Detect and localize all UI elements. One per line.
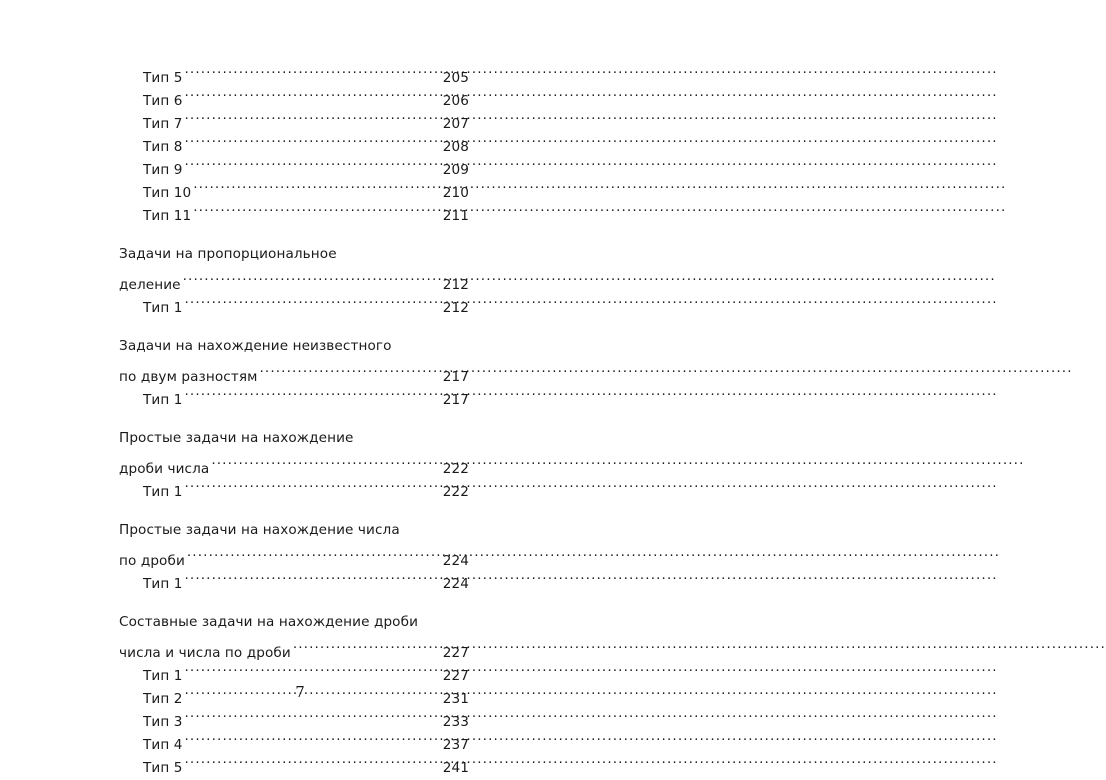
section-title-end: по дроби (119, 553, 185, 569)
section-title-line (119, 266, 469, 293)
toc-entry-page: 237 (442, 737, 469, 753)
section-title-line (119, 634, 469, 661)
section-title: Задачи на пропорциональное (119, 246, 337, 262)
page-number: 7 (295, 683, 305, 701)
toc-entry-page: 206 (442, 93, 469, 109)
dot-leader (185, 128, 441, 151)
toc-entry-label: Тип 5 (143, 70, 183, 86)
toc-entry-label: Тип 6 (143, 93, 183, 109)
dot-leader (185, 59, 441, 82)
table-of-contents (119, 59, 469, 776)
section-page: 222 (442, 461, 469, 477)
toc-entry-label: Тип 1 (143, 576, 183, 592)
section-title-end: по двум разностям (119, 369, 258, 385)
toc-entry-page: 207 (442, 116, 469, 132)
section-page: 227 (442, 645, 469, 661)
dot-leader (185, 289, 441, 312)
toc-entry (119, 59, 469, 86)
dot-leader (183, 266, 441, 289)
section-title-end: числа и числа по дроби (119, 645, 291, 661)
dot-leader (185, 473, 441, 496)
toc-entry-page: 231 (442, 691, 469, 707)
dot-leader (185, 381, 441, 404)
toc-entry-page: 208 (442, 139, 469, 155)
toc-entry-page: 222 (442, 484, 469, 500)
dot-leader (185, 726, 441, 749)
section-title-end: дроби числа (119, 461, 210, 477)
dot-leader (193, 174, 441, 197)
toc-entry-label: Тип 10 (143, 185, 192, 201)
section-title-line (119, 542, 469, 569)
dot-leader (211, 450, 440, 473)
section-title-line (119, 450, 469, 477)
toc-entry-label: Тип 9 (143, 162, 183, 178)
toc-entry-page: 227 (442, 668, 469, 684)
toc-entry-page: 209 (442, 162, 469, 178)
toc-entry-label: Тип 8 (143, 139, 183, 155)
section-title: Простые задачи на нахождение (119, 430, 354, 446)
section-title: Простые задачи на нахождение числа (119, 522, 400, 538)
toc-entry-label: Тип 1 (143, 484, 183, 500)
dot-leader (185, 749, 441, 772)
toc-entry-page: 241 (442, 760, 469, 776)
section-title: Задачи на нахождение неизвестного (119, 338, 392, 354)
section-title-line (119, 358, 469, 385)
toc-entry-page: 224 (442, 576, 469, 592)
section-title-end: деление (119, 277, 181, 293)
dot-leader (193, 197, 441, 220)
dot-leader (185, 703, 441, 726)
toc-entry-label: Тип 2 (143, 691, 183, 707)
toc-entry-page: 211 (442, 208, 469, 224)
dot-leader (185, 105, 441, 128)
toc-entry-page: 205 (442, 70, 469, 86)
toc-entry-label: Тип 3 (143, 714, 183, 730)
toc-entry-label: Тип 1 (143, 300, 183, 316)
toc-entry-page: 212 (442, 300, 469, 316)
dot-leader (293, 634, 441, 657)
toc-entry-label: Тип 4 (143, 737, 183, 753)
toc-entry-label: Тип 7 (143, 116, 183, 132)
section-page: 212 (442, 277, 469, 293)
dot-leader (185, 151, 441, 174)
toc-entry-label: Тип 5 (143, 760, 183, 776)
dot-leader (185, 657, 441, 680)
dot-leader (185, 565, 441, 588)
dot-leader (185, 82, 441, 105)
toc-entry-page: 210 (442, 185, 469, 201)
toc-entry-label: Тип 11 (143, 208, 192, 224)
toc-entry-page: 233 (442, 714, 469, 730)
toc-entry-label: Тип 1 (143, 668, 183, 684)
toc-entry-page: 217 (442, 392, 469, 408)
toc-entry-label: Тип 1 (143, 392, 183, 408)
section-title: Составные задачи на нахождение дроби (119, 614, 419, 630)
dot-leader (259, 358, 440, 381)
dot-leader (187, 542, 441, 565)
section-page: 217 (442, 369, 469, 385)
section-page: 224 (442, 553, 469, 569)
